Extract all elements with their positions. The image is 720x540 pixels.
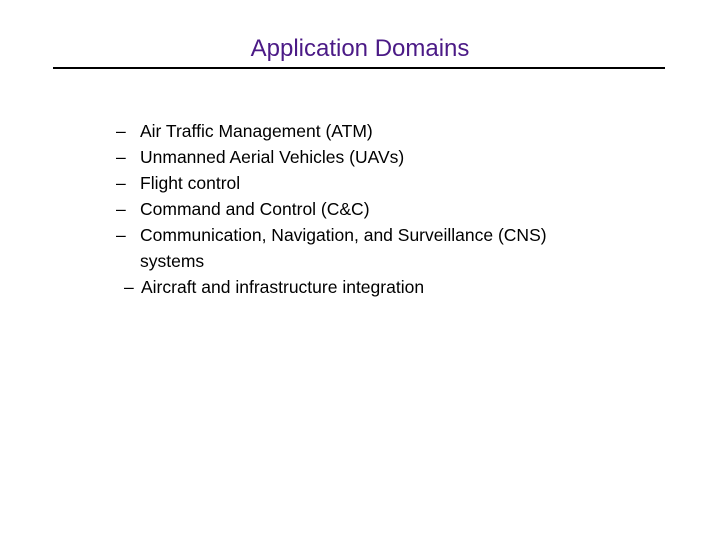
bullet-item-integration — [0, 274, 720, 300]
bullet-dash: – — [116, 121, 126, 141]
bullet-text: Communication, Navigation, and Surveillance (CNS) systems — [140, 225, 547, 271]
bullet-item-atm — [0, 118, 720, 144]
bullet-item-uav — [0, 144, 720, 170]
bullet-text: Aircraft and infrastructure integration — [141, 277, 425, 297]
bullet-item-flight-control — [0, 170, 720, 196]
bullet-list — [0, 118, 720, 300]
bullet-text: Air Traffic Management (ATM) — [140, 121, 373, 141]
bullet-dash: – — [116, 173, 126, 193]
bullet-item-cns — [0, 222, 720, 274]
bullet-dash: – — [124, 277, 134, 297]
bullet-dash: – — [116, 147, 126, 167]
bullet-dash: – — [116, 225, 126, 245]
bullet-text: Unmanned Aerial Vehicles (UAVs) — [140, 147, 405, 167]
bullet-text: Flight control — [140, 173, 241, 193]
bullet-dash: – — [116, 199, 126, 219]
title-divider — [53, 67, 665, 69]
slide-title: Application Domains — [250, 35, 470, 62]
bullet-text: Command and Control (C&C) — [140, 199, 370, 219]
bullet-item-c2 — [0, 196, 720, 222]
